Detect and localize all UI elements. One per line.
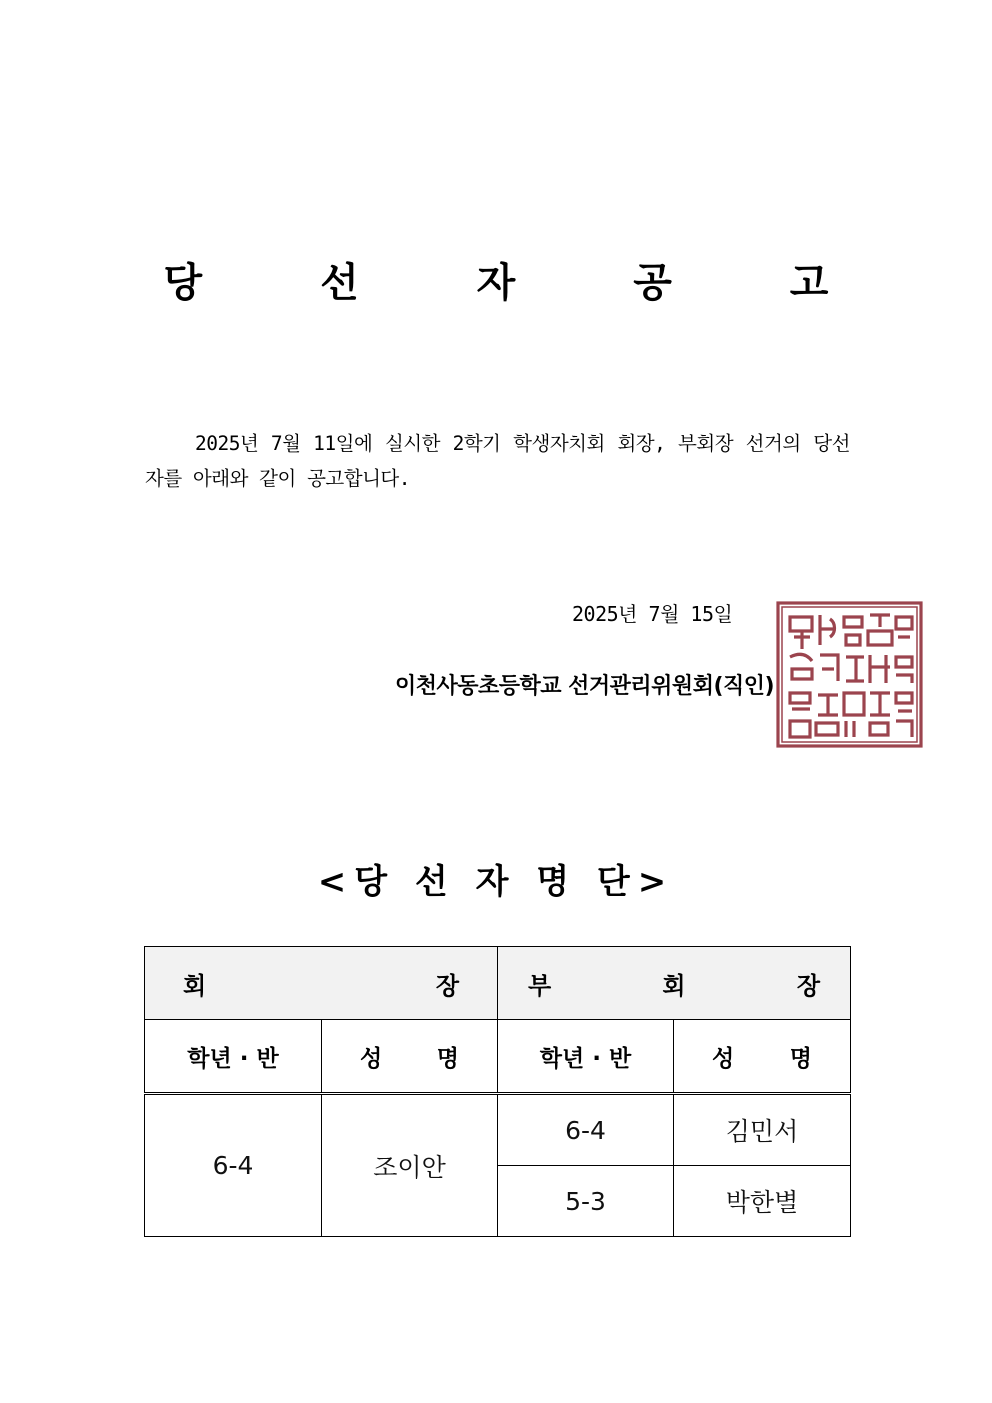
vice-header-char-2: 회 <box>662 971 686 1000</box>
name-header-char-2: 명 <box>436 1045 459 1072</box>
issuer-name: 이천사동초등학교 선거관리위원회(직인) <box>395 674 775 699</box>
president-grade: 6-4 <box>145 1094 322 1237</box>
winners-table <box>144 946 851 1237</box>
president-header <box>145 947 498 1020</box>
vice-name: 김민서 <box>674 1094 851 1166</box>
column-header-row <box>145 1020 851 1094</box>
announcement-body: 2025년 7월 11일에 실시한 2학기 학생자치회 회장, 부회장 선거의 당선자를 아래와 같이 공고합니다. <box>145 432 850 490</box>
name-header-char-2: 명 <box>789 1045 812 1072</box>
page-title: 당 선 자 공 고 <box>163 259 881 306</box>
roster-title: <당 선 자 명 단> <box>317 862 675 902</box>
president-header-char-1: 회 <box>183 971 207 1000</box>
president-name: 조이안 <box>322 1094 498 1237</box>
vice-header-char-1: 부 <box>528 971 552 1000</box>
vice-president-header <box>498 947 851 1020</box>
vice-grade-header: 학년 · 반 <box>498 1020 674 1094</box>
vice-name-header <box>674 1020 851 1094</box>
position-header-row <box>145 947 851 1020</box>
announcement-date: 2025년 7월 15일 <box>572 602 733 626</box>
vice-name: 박한별 <box>674 1166 851 1237</box>
president-name-header <box>322 1020 498 1094</box>
vice-grade: 5-3 <box>498 1166 674 1237</box>
president-grade-header: 학년 · 반 <box>145 1020 322 1094</box>
name-header-char-1: 성 <box>712 1045 735 1072</box>
name-header-char-1: 성 <box>360 1045 383 1072</box>
vice-header-char-3: 장 <box>796 971 820 1000</box>
table-row <box>145 1094 851 1166</box>
official-seal-icon <box>772 597 927 752</box>
vice-grade: 6-4 <box>498 1094 674 1166</box>
president-header-char-2: 장 <box>435 971 459 1000</box>
